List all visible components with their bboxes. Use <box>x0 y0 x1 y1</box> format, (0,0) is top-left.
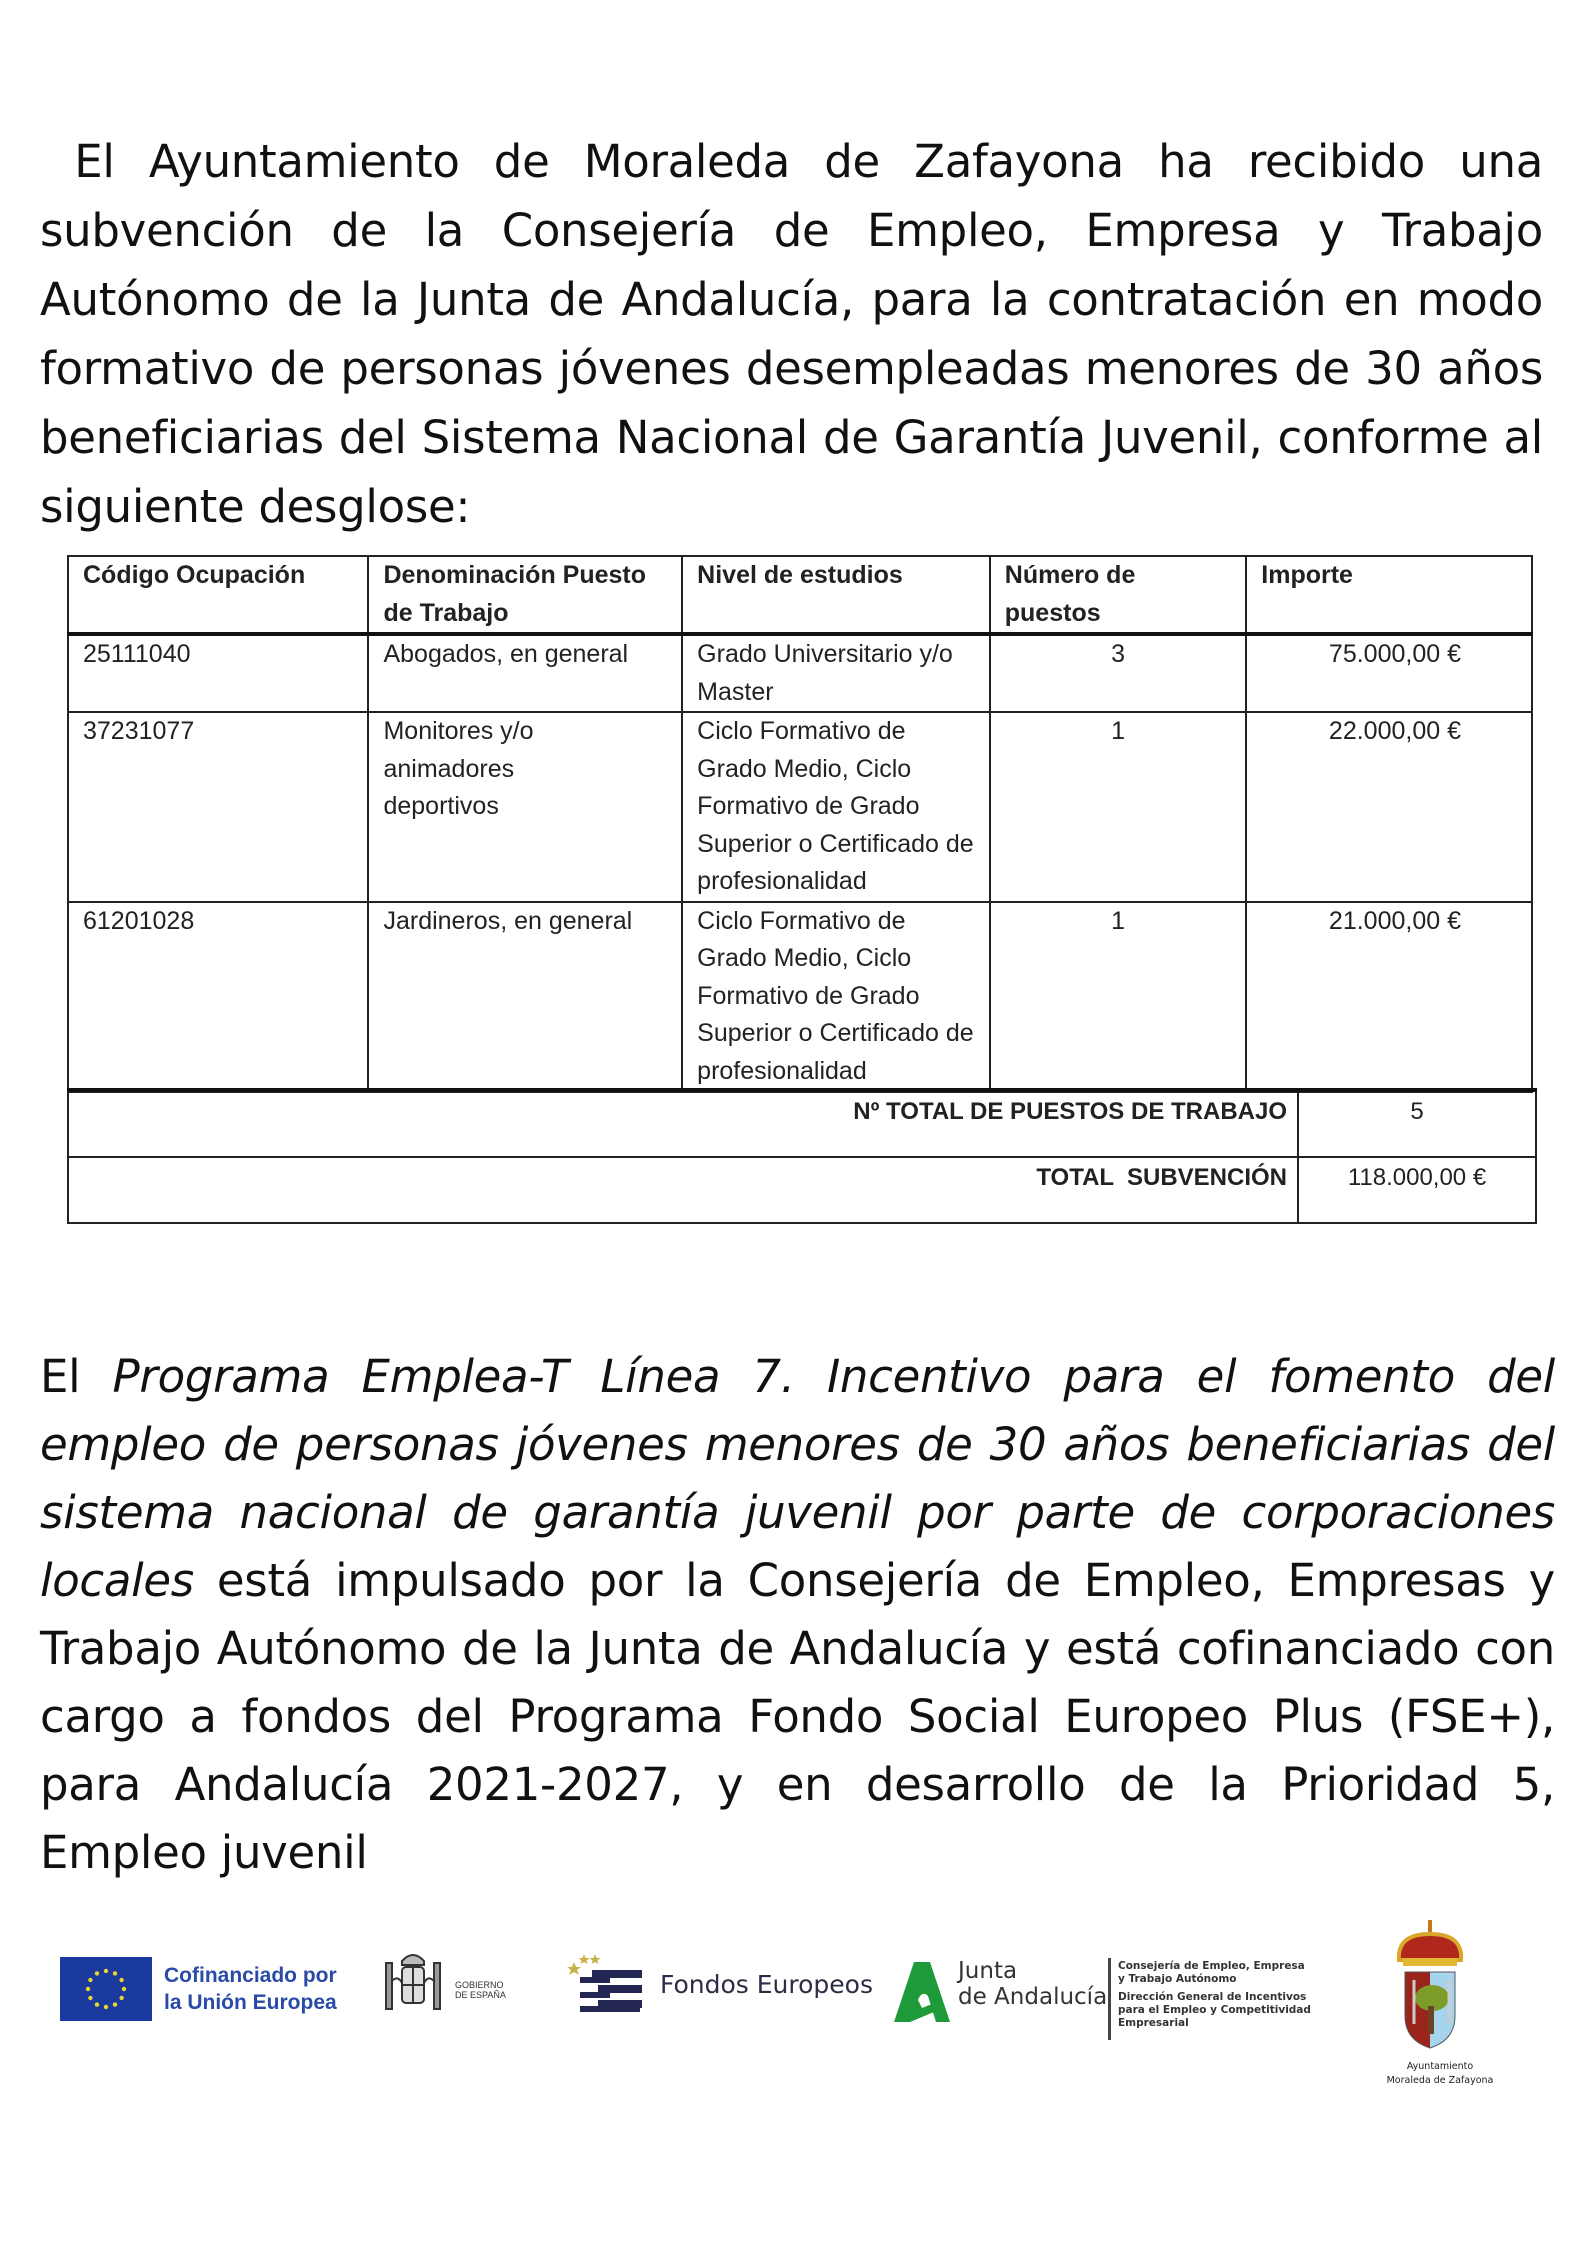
header-numero: Número de puestos <box>990 556 1247 634</box>
junta-andalucia-label <box>958 1958 1107 2010</box>
junta-line1: Junta <box>958 1958 1018 1984</box>
total-subsidy-row <box>68 1157 1536 1223</box>
ayuntamiento-label <box>1370 2060 1510 2088</box>
eu-line1: Cofinanciado por <box>164 1964 337 1987</box>
cell-estudios: Ciclo Formativo de Grado Medio, Ciclo Formativo de Grado Superior o Certificado de profesionalidad <box>682 712 990 902</box>
cell-puesto: Monitores y/o animadores deportivos <box>368 712 682 902</box>
total-subsidy-label: TOTAL SUBVENCIÓN <box>68 1157 1298 1223</box>
header-codigo: Código Ocupación <box>68 556 368 634</box>
cell-numero: 3 <box>990 634 1247 712</box>
ayuntamiento-crest-icon <box>1395 1920 1465 2056</box>
cell-codigo: 61201028 <box>68 902 368 1092</box>
gobierno-line1: GOBIERNO <box>455 1980 504 1990</box>
junta-andalucia-icon <box>892 1960 952 2028</box>
cell-estudios: Grado Universitario y/o Master <box>682 634 990 712</box>
cell-puesto: Abogados, en general <box>368 634 682 712</box>
header-puesto: Denominación Puesto de Trabajo <box>368 556 682 634</box>
divider <box>1108 1958 1111 2040</box>
header-estudios: Nivel de estudios <box>682 556 990 634</box>
consejeria-line5: Empresarial <box>1118 2017 1189 2029</box>
cell-codigo: 37231077 <box>68 712 368 902</box>
cell-importe: 22.000,00 € <box>1246 712 1532 902</box>
ayuntamiento-line1: Ayuntamiento <box>1406 2061 1474 2072</box>
program-title: Programa Emplea-T Línea 7. Incentivo para el fomento del empleo de personas jóvenes menores de 30 años beneficiarias del sistema nacional de garantía juvenil por parte de corporaciones locales <box>40 1350 1555 1607</box>
consejeria-line4: para el Empleo y Competitividad <box>1118 2004 1311 2016</box>
eu-line2: la Unión Europea <box>164 1991 337 2014</box>
program-text: está impulsado por la Consejería de Empleo, Empresas y Trabajo Autónomo de la Junta de Andalucía y está cofinanciado con cargo a fondos del Programa Fondo Social Europeo Plus (FSE+), para Andalucía 2021-2027, y en desarrollo de la Prioridad 5, Empleo juvenil <box>40 1554 1555 1879</box>
table-row <box>68 634 1532 712</box>
table-header-row <box>68 556 1532 634</box>
cell-importe: 21.000,00 € <box>1246 902 1532 1092</box>
program-paragraph <box>40 1343 1555 1887</box>
intro-text: El Ayuntamiento de Moraleda de Zafayona ha recibido una subvención de la Consejería de Empleo, Empresa y Trabajo Autónomo de la Junta de Andalucía, para la contratación en modo formativo de personas jóvenes desempleadas menores de 30 años beneficiarias del Sistema Nacional de Garantía Juvenil, conforme al siguiente desglose: <box>40 135 1543 533</box>
table-row <box>68 712 1532 902</box>
cell-numero: 1 <box>990 712 1247 902</box>
total-subsidy-value: 118.000,00 € <box>1298 1157 1536 1223</box>
program-lead: El <box>40 1350 113 1403</box>
cell-importe: 75.000,00 € <box>1246 634 1532 712</box>
cell-puesto: Jardineros, en general <box>368 902 682 1092</box>
gobierno-label <box>455 1980 506 2000</box>
gobierno-line2: DE ESPAÑA <box>455 1990 506 2000</box>
total-positions-row <box>68 1090 1536 1157</box>
consejeria-label <box>1118 1960 1311 2030</box>
spain-coat-of-arms-icon <box>380 1945 446 2023</box>
cell-estudios: Ciclo Formativo de Grado Medio, Ciclo Formativo de Grado Superior o Certificado de profesionalidad <box>682 902 990 1092</box>
header-importe: Importe <box>1246 556 1532 634</box>
cell-codigo: 25111040 <box>68 634 368 712</box>
ayuntamiento-line2: Moraleda de Zafayona <box>1386 2075 1494 2086</box>
fondos-europeos-label: Fondos Europeos <box>660 1970 874 1999</box>
cell-numero: 1 <box>990 902 1247 1092</box>
consejeria-line1: Consejería de Empleo, Empresa <box>1118 1960 1305 1972</box>
total-positions-value: 5 <box>1298 1090 1536 1157</box>
funding-logos <box>0 1900 1587 2100</box>
eu-cofinanced-label <box>164 1962 337 2016</box>
fondos-europeos-icon <box>560 1940 650 2024</box>
eu-flag-icon <box>60 1957 152 2021</box>
total-positions-label: Nº TOTAL DE PUESTOS DE TRABAJO <box>68 1090 1298 1157</box>
consejeria-line2: y Trabajo Autónomo <box>1118 1973 1237 1985</box>
consejeria-line3: Dirección General de Incentivos <box>1118 1991 1307 2003</box>
junta-line2: de Andalucía <box>958 1984 1108 2010</box>
table-row <box>68 902 1532 1092</box>
positions-table <box>67 555 1533 1093</box>
intro-paragraph <box>40 127 1543 541</box>
totals-table <box>67 1088 1537 1224</box>
